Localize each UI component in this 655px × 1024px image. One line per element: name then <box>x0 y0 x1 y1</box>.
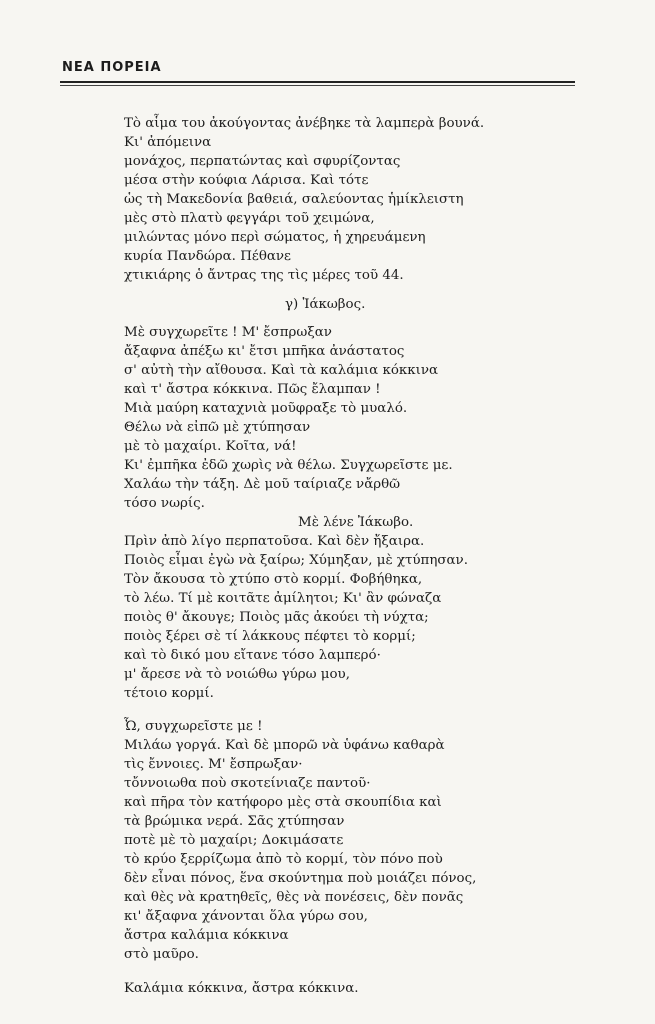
poem-line: ποτὲ μὲ τὸ μαχαίρι; Δοκιμάσατε <box>124 833 344 848</box>
poem-line: καὶ θὲς νὰ κρατηθεῖς, θὲς νὰ πονέσεις, δὲν πονᾶς <box>124 890 464 905</box>
poem-line: ὡς τὴ Μακεδονία βαθειά, σαλεύοντας ἡμίκλειστη <box>124 192 464 207</box>
poem-line: Ὦ, συγχωρεῖστε με ! <box>124 719 263 734</box>
poem-line: μονάχος, περπατώντας καὶ σφυρίζοντας <box>124 154 401 169</box>
poem-line: Τὸν ἄκουσα τὸ χτύπο στὸ κορμί. Φοβήθηκα, <box>124 572 423 587</box>
journal-title: ΝΕΑ ΠΟΡΕΙΑ <box>62 60 162 75</box>
poem-line: καὶ τ' ἄστρα κόκκινα. Πῶς ἔλαμπαν ! <box>124 382 381 397</box>
poem-line: μέσα στὴν κούφια Λάρισα. Καὶ τότε <box>124 173 369 188</box>
poem-line: τὸ κρύο ξερρίζωμα ἀπὸ τὸ κορμί, τὸν πόνο ποὺ <box>124 852 443 867</box>
poem-line: μὲ τὸ μαχαίρι. Κοῖτα, νά! <box>124 439 297 454</box>
header-rule <box>60 81 575 83</box>
poem-line: μ' ἄρεσε νὰ τὸ νοιώθω γύρω μου, <box>124 667 350 682</box>
poem-line: Τὸ αἷμα του ἀκούγοντας ἀνέβηκε τὰ λαμπερὰ βουνά. <box>124 116 485 131</box>
poem-line: τέτοιο κορμί. <box>124 686 214 701</box>
poem-line: τὸ λέω. Τί μὲ κοιτᾶτε ἀμίλητοι; Κι' ἂν φώναζα <box>124 591 442 606</box>
poem-line: ποιὸς ξέρει σὲ τί λάκκους πέφτει τὸ κορμί; <box>124 629 416 644</box>
poem-line: Μὲ λένε Ἰάκωβο. <box>298 515 414 530</box>
poem-line: τὰ βρώμικα νερά. Σᾶς χτύπησαν <box>124 814 345 829</box>
poem-line: Καλάμια κόκκινα, ἄστρα κόκκινα. <box>124 981 359 996</box>
poem-line: χτικιάρης ὁ ἄντρας της τὶς μέρες τοῦ 44. <box>124 268 404 283</box>
poem-line: Κι' ἀπόμεινα <box>124 135 212 150</box>
section-heading: γ) Ἰάκωβος. <box>285 297 366 312</box>
poem-line: ἄστρα καλάμια κόκκινα <box>124 928 289 943</box>
poem-line: Κι' ἐμπῆκα ἐδῶ χωρὶς νὰ θέλω. Συγχωρεῖστε με. <box>124 458 453 473</box>
poem-line: κυρία Πανδώρα. Πέθανε <box>124 249 291 264</box>
poem-line: ποιὸς θ' ἄκουγε; Ποιὸς μᾶς ἀκούει τὴ νύχτα; <box>124 610 429 625</box>
poem-line: στὸ μαῦρο. <box>124 947 199 962</box>
poem-line: καὶ πῆρα τὸν κατήφορο μὲς στὰ σκουπίδια καὶ <box>124 795 442 810</box>
poem-line: ἄξαφνα ἀπέξω κι' ἔτσι μπῆκα ἀνάστατος <box>124 344 405 359</box>
poem-line: Μὲ συγχωρεῖτε ! Μ' ἔσπρωξαν <box>124 325 332 340</box>
header-rule-thin <box>60 85 575 86</box>
poem-line: κι' ἄξαφνα χάνονται ὅλα γύρω σου, <box>124 909 368 924</box>
poem-line: καὶ τὸ δικό μου εἴτανε τόσο λαμπερό· <box>124 648 381 663</box>
poem-line: τὄννοιωθα ποὺ σκοτείνιαζε παντοῦ· <box>124 776 371 791</box>
poem-line: δὲν εἶναι πόνος, ἕνα σκούντημα ποὺ μοιάζει πόνος, <box>124 871 477 886</box>
poem-line: Ποιὸς εἶμαι ἐγὼ νὰ ξαίρω; Χύμηξαν, μὲ χτύπησαν. <box>124 553 468 568</box>
poem-line: Πρὶν ἀπὸ λίγο περπατοῦσα. Καὶ δὲν ἤξαιρα. <box>124 534 425 549</box>
poem-line: τόσο νωρίς. <box>124 496 205 511</box>
poem-line: τὶς ἔννοιες. Μ' ἔσπρωξαν· <box>124 757 303 772</box>
poem-line: Μιλάω γοργά. Καὶ δὲ μπορῶ νὰ ὑφάνω καθαρὰ <box>124 738 445 753</box>
poem-line: Θέλω νὰ εἰπῶ μὲ χτύπησαν <box>124 420 311 435</box>
poem-line: μιλώντας μόνο περὶ σώματος, ἡ χηρευάμενη <box>124 230 426 245</box>
poem-line: Χαλάω τὴν τάξη. Δὲ μοῦ ταίριαζε νἄρθῶ <box>124 477 401 492</box>
poem-line: μὲς στὸ πλατὺ φεγγάρι τοῦ χειμώνα, <box>124 211 375 226</box>
poem-line: Μιὰ μαύρη καταχνιὰ μοῦφραξε τὸ μυαλό. <box>124 401 408 416</box>
poem-line: σ' αὐτὴ τὴν αἴθουσα. Καὶ τὰ καλάμια κόκκινα <box>124 363 439 378</box>
